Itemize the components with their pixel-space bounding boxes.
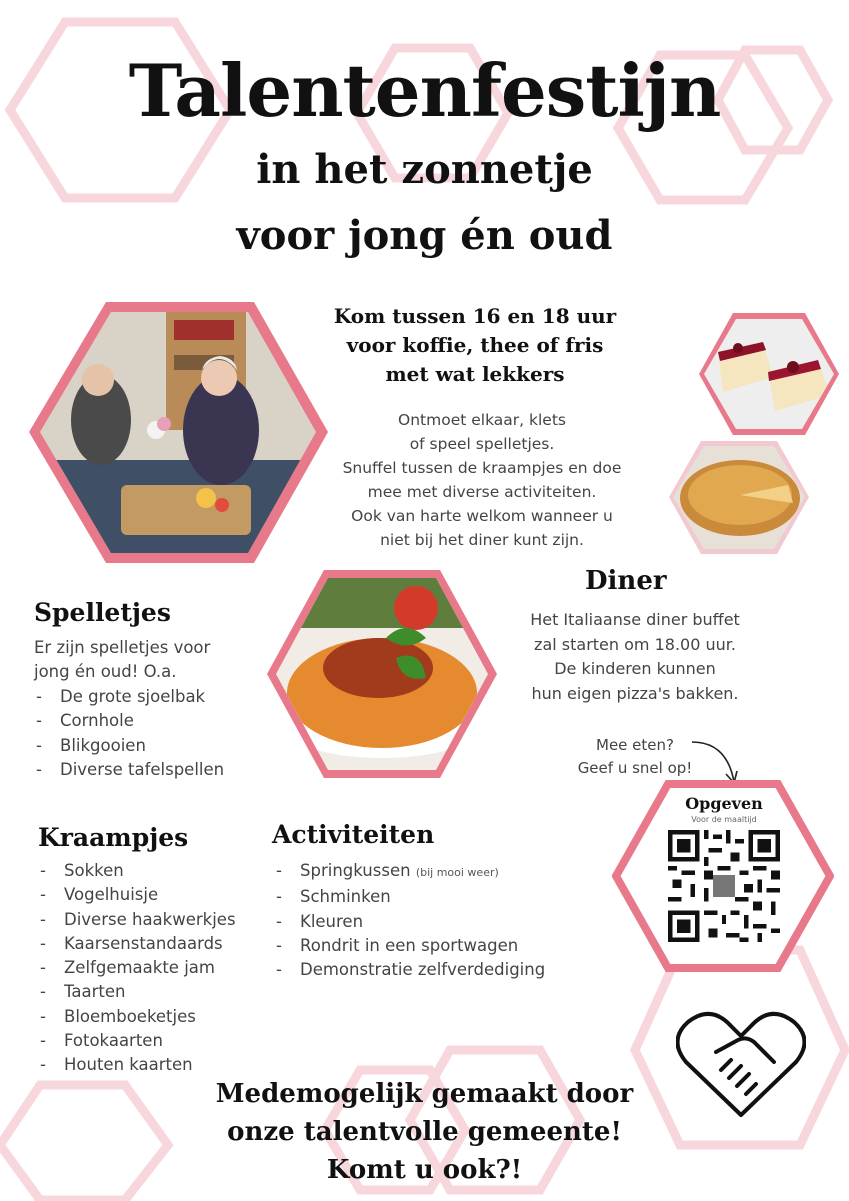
- photo-hexagon-pie: [668, 440, 810, 555]
- intro-text: [312, 408, 652, 552]
- footer-line: Komt u ook?!: [326, 1155, 523, 1185]
- footer: [0, 1075, 849, 1189]
- signup-callout-line: Mee eten?: [596, 736, 674, 754]
- photo-hexagon-pasta: [266, 568, 498, 780]
- list-item: - De grote sjoelbak: [34, 685, 224, 709]
- qr-code[interactable]: [668, 830, 780, 942]
- diner-text-line: hun eigen pizza's bakken.: [531, 683, 739, 703]
- kraampjes-list: [38, 859, 236, 1078]
- intro-heading: [290, 302, 660, 389]
- list-item: - Demonstratie zelfverdediging: [274, 958, 545, 982]
- intro-text-line: mee met diverse activiteiten.: [367, 483, 597, 501]
- diner-text-line: Het Italiaanse diner buffet: [530, 610, 740, 629]
- spelletjes-intro: [34, 636, 210, 685]
- list-item: - Vogelhuisje: [38, 883, 236, 907]
- intro-heading-line: met wat lekkers: [385, 362, 565, 386]
- list-item: - Fotokaarten: [38, 1029, 236, 1053]
- diner-text: [515, 608, 755, 706]
- activiteiten-heading: Activiteiten: [272, 820, 435, 849]
- intro-text-line: Ook van harte welkom wanneer u: [351, 507, 613, 525]
- list-item: - Diverse haakwerkjes: [38, 908, 236, 932]
- list-item: - Rondrit in een sportwagen: [274, 934, 545, 958]
- signup-callout-line: Geef u snel op!: [577, 759, 693, 777]
- list-item: - Schminken: [274, 885, 545, 909]
- activiteiten-list: [274, 859, 545, 982]
- photo-hexagon-seniors: [26, 300, 331, 565]
- diner-text-line: De kinderen kunnen: [554, 659, 716, 678]
- list-item: - Kleuren: [274, 910, 545, 934]
- list-item: - Blikgooien: [34, 734, 224, 758]
- diner-heading: Diner: [585, 566, 667, 596]
- spelletjes-list: [34, 685, 224, 782]
- list-item: - Zelfgemaakte jam: [38, 956, 236, 980]
- intro-heading-line: Kom tussen 16 en 18 uur: [333, 304, 617, 328]
- weather-note: (bij mooi weer): [415, 866, 499, 879]
- diner-text-line: zal starten om 18.00 uur.: [534, 634, 736, 654]
- list-item: - Kaarsenstandaards: [38, 932, 236, 956]
- list-item: - Houten kaarten: [38, 1053, 236, 1077]
- intro-heading-line: voor koffie, thee of fris: [346, 333, 604, 357]
- intro-text-line: niet bij het diner kunt zijn.: [380, 531, 584, 549]
- list-item: - Cornhole: [34, 709, 224, 733]
- footer-line: Medemogelijk gemaakt door: [215, 1079, 634, 1109]
- list-item: [274, 859, 545, 885]
- list-item: - Sokken: [38, 859, 236, 883]
- intro-text-line: Snuffel tussen de kraampjes en doe: [342, 459, 622, 477]
- spelletjes-heading: Spelletjes: [34, 598, 171, 627]
- page-title: Talentenfestijn: [128, 48, 721, 133]
- page-subtitle-line2: voor jong én oud: [236, 212, 613, 259]
- list-item: - Bloemboeketjes: [38, 1005, 236, 1029]
- intro-text-line: of speel spelletjes.: [409, 435, 555, 453]
- footer-line: onze talentvolle gemeente!: [227, 1117, 622, 1147]
- list-item: - Taarten: [38, 980, 236, 1004]
- spelletjes-intro-line: jong én oud! O.a.: [34, 662, 177, 682]
- list-item-label: Springkussen: [300, 861, 411, 880]
- page-subtitle-line1: in het zonnetje: [256, 146, 593, 193]
- photo-hexagon-cheesecake: [698, 312, 840, 436]
- list-item: - Diverse tafelspellen: [34, 758, 224, 782]
- signup-title: Opgeven: [685, 794, 763, 813]
- intro-text-line: Ontmoet elkaar, klets: [398, 411, 566, 429]
- signup-subtitle: Voor de maaltijd: [691, 815, 757, 824]
- kraampjes-heading: Kraampjes: [38, 823, 189, 852]
- spelletjes-intro-line: Er zijn spelletjes voor: [34, 638, 211, 657]
